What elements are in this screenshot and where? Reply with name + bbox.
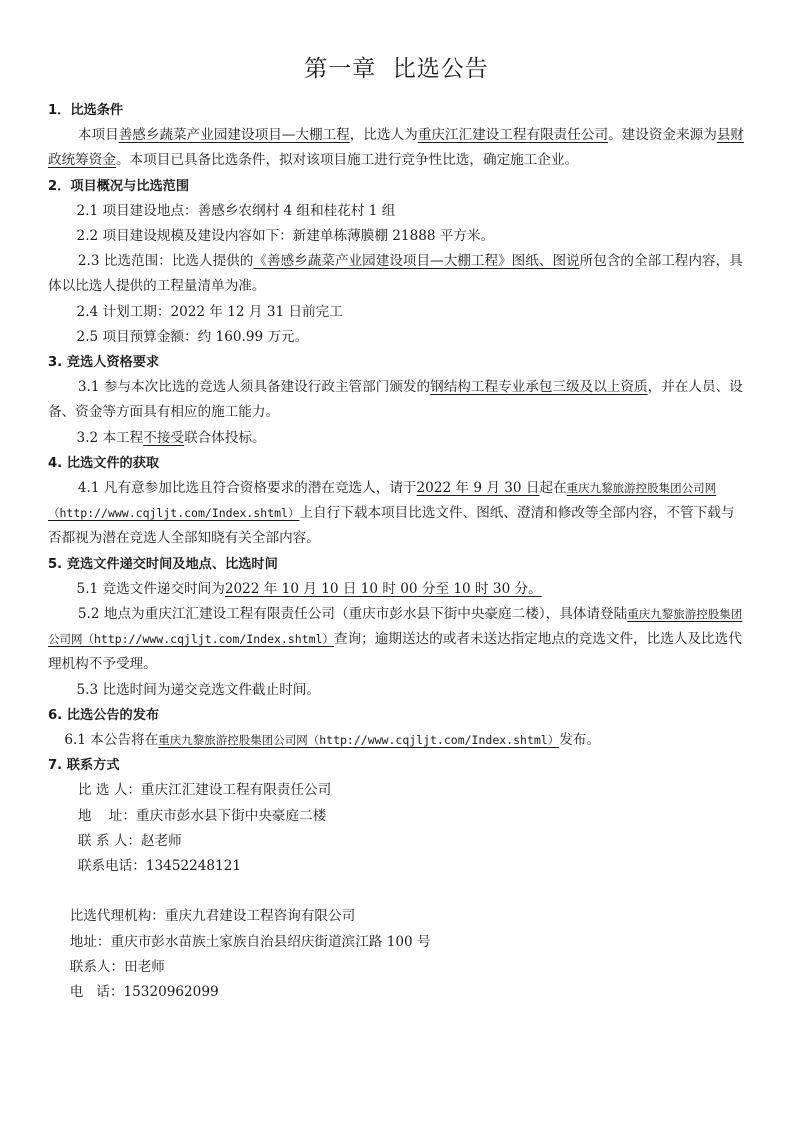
paragraph-2-5: 2.5 项目预算金额：约 160.99 万元。 [76,328,309,345]
agency-address: 地址：重庆市彭水苗族土家族自治县绍庆街道滨江路 100 号 [69,933,431,950]
scope-docs: 《善感乡蔬菜产业园建设项目—大棚工程》图纸、图说 [253,253,580,270]
paragraph-3-1: 3.1 参与本次比选的竞选人须具备建设行政主管部门颁发的钢结构工程专业承包三级及以上资质，并在人员、设备、资金等方面具有相应的施工能力。 [48,379,743,421]
project-name: 善感乡蔬菜产业园建设项目—大棚工程 [118,127,350,144]
section-heading-6: 6. 比选公告的发布 [48,707,160,723]
paragraph-6-1: 6.1 本公告将在重庆九黎旅游控股集团公司网（http://www.cqjljt.com/Index.shtml）发布。 [64,732,600,749]
download-site-link[interactable]: 重庆九黎旅游控股集团公司网（http://www.cqjljt.com/Index.shtml） [48,481,717,521]
spacer [48,879,748,904]
agency-phone: 电 话：15320962099 [69,983,219,1000]
paragraph-1-1: 本项目善感乡蔬菜产业园建设项目—大棚工程，比选人为重庆江汇建设工程有限责任公司。建设资金来源为县财政统筹资金。本项目已具备比选条件，拟对该项目施工进行竞争性比选，确定施工企业。 [48,127,744,169]
section-heading-7: 7. 联系方式 [48,758,120,774]
paragraph-2-4: 2.4 计划工期：2022 年 12 月 31 日前完工 [76,303,343,320]
qualification: 钢结构工程专业承包三级及以上资质 [430,379,648,396]
paragraph-2-2: 2.2 项目建设规模及建设内容如下：新建单栋薄膜棚 21888 平方米。 [76,228,495,245]
contact-bidder: 比 选 人：重庆江汇建设工程有限责任公司 [77,782,332,799]
fund-source: 县财政统筹资金 [48,127,744,169]
contact-person: 联 系 人：赵老师 [77,832,182,849]
section-heading-3: 3. 竞选人资格要求 [48,355,160,371]
submission-time: 2022 年 10 月 10 日 10 时 00 分至 10 时 30 分。 [224,580,542,597]
document-body [48,98,748,1005]
contact-address: 地 址：重庆市彭水县下街中央豪庭二楼 [77,807,327,824]
section-heading-2: 2．项目概况与比选范围 [48,178,190,194]
paragraph-4-1: 4.1 凡有意参加比选且符合资格要求的潜在竞选人，请于2022 年 9 月 30 日起在重庆九黎旅游控股集团公司网（http://www.cqjljt.com/Index.shtml）上自行下载本项目比选文件、图纸、澄清和修改等全部内容，不管下载与否都视为潜在竞选人全部知晓有关全部内容。 [48,480,735,547]
section-heading-5: 5. 竞选文件递交时间及地点、比选时间 [48,556,278,572]
publish-site-link[interactable]: 重庆九黎旅游控股集团公司网（http://www.cqjljt.com/Index.shtml） [158,733,560,748]
paragraph-2-1: 2.1 项目建设地点：善感乡农纲村 4 组和桂花村 1 组 [76,202,396,219]
query-site-link[interactable]: 重庆九黎旅游控股集团公司网（http://www.cqjljt.com/Index.shtml） [48,607,743,647]
contact-phone: 联系电话：13452248121 [77,858,242,875]
page-title: 第一章 比选公告 [304,56,489,82]
agency-contact: 联系人：田老师 [69,958,165,975]
agency-name: 比选代理机构：重庆九君建设工程咨询有限公司 [69,908,356,925]
paragraph-5-3: 5.3 比选时间为递交竞选文件截止时间。 [76,681,320,698]
section-heading-4: 4. 比选文件的获取 [48,455,160,471]
paragraph-2-3: 2.3 比选范围：比选人提供的《善感乡蔬菜产业园建设项目—大棚工程》图纸、图说所包含的全部工程内容，具体以比选人提供的工程量清单为准。 [48,253,743,295]
paragraph-5-2: 5.2 地点为重庆江汇建设工程有限责任公司（重庆市彭水县下街中央豪庭二楼），具体请登陆重庆九黎旅游控股集团公司网（http://www.cqjljt.com/Index.shtml）查询；逾期送达的或者未送达指定地点的竞选文件，比选人及比选代理机构不予受理。 [48,606,743,673]
not-accepted: 不接受 [143,429,185,446]
download-date: 2022 年 9 月 30 日 [416,480,540,497]
paragraph-3-2: 3.2 本工程不接受联合体投标。 [76,429,266,446]
bidder-name: 重庆江汇建设工程有限责任公司 [417,127,609,144]
paragraph-5-1: 5.1 竞选文件递交时间为2022 年 10 月 10 日 10 时 00 分至 10 时 30 分。 [76,580,542,597]
section-heading-1: 1．比选条件 [48,103,124,118]
